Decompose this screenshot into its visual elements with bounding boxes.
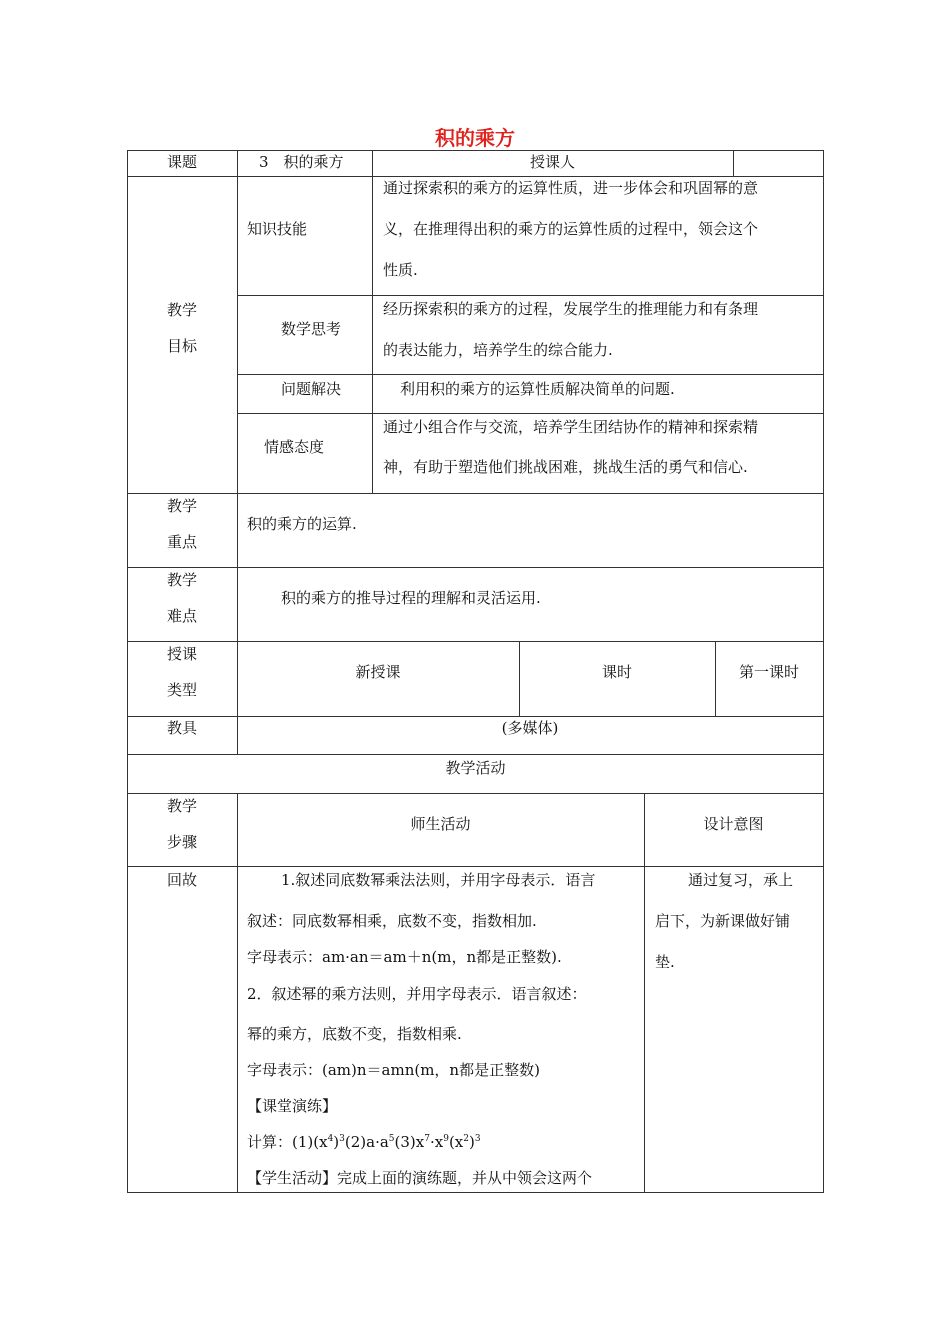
calc-part: (2)a·a: [344, 1133, 389, 1151]
step-label-1: 教学: [166, 797, 197, 815]
tools-label: 教具: [166, 719, 197, 737]
objective-text-line: 通过探索积的乘方的运算性质，进一步体会和巩固幂的意: [383, 179, 759, 197]
objective-text-line: 性质.: [383, 261, 418, 279]
review-last-line: 【学生活动】完成上面的演练题，并从中领会这两个: [247, 1169, 593, 1187]
review-line: 字母表示：am·an＝am＋n(m，n都是正整数).: [247, 948, 562, 966]
objective-label-knowledge: 知识技能: [247, 220, 308, 238]
lesson-value: 3 积的乘方: [259, 153, 344, 171]
col-intent-header: 设计意图: [703, 815, 764, 833]
calc-part: (3)x: [394, 1133, 425, 1151]
col-activity-header: 师生活动: [410, 815, 471, 833]
calc-exponent: 5: [388, 1134, 395, 1144]
intent-line: 通过复习，承上: [688, 871, 794, 889]
calc-exponent: 7: [424, 1134, 430, 1144]
objective-text-line: 利用积的乘方的运算性质解决简单的问题.: [400, 380, 675, 398]
step-label-2: 步骤: [166, 833, 197, 851]
calc-exponent: 3: [339, 1134, 345, 1144]
difficulty-text: 积的乘方的推导过程的理解和灵活运用.: [281, 589, 541, 607]
lesson-type-label-1: 授课: [166, 645, 197, 663]
review-line: 1.叙述同底数幂乘法法则，并用字母表示．语言: [281, 871, 596, 889]
teacher-label: 授课人: [529, 153, 575, 171]
calc-part: ): [469, 1133, 475, 1151]
review-line: 字母表示：(am)n＝amn(m，n都是正整数): [247, 1061, 540, 1079]
period-value: 第一课时: [738, 663, 799, 681]
key-point-label-1: 教学: [166, 497, 197, 515]
calc-exponent: 4: [327, 1134, 334, 1144]
difficulty-label-2: 难点: [166, 607, 197, 625]
objective-label-thinking: 数学思考: [281, 320, 342, 338]
calc-exponent: 3: [474, 1134, 481, 1144]
key-point-text: 积的乘方的运算.: [247, 515, 357, 533]
page-title: 积的乘方: [435, 126, 515, 150]
calc-prefix: 计算：(1)(x: [247, 1133, 328, 1151]
calc-part: ·x: [429, 1133, 444, 1151]
calc-exponent: 9: [443, 1134, 449, 1144]
activities-heading: 教学活动: [445, 759, 506, 777]
calc-part: (x: [448, 1133, 464, 1151]
review-step-label: 回故: [166, 871, 197, 889]
objective-text-line: 义，在推理得出积的乘方的运算性质的过程中，领会这个: [383, 220, 759, 238]
objectives-label-1: 教学: [166, 301, 197, 319]
review-line: 【课堂演练】: [247, 1097, 338, 1115]
objective-text-line: 经历探索积的乘方的过程，发展学生的推理能力和有条理: [383, 300, 759, 318]
review-line: 幂的乘方，底数不变，指数相乘.: [247, 1025, 462, 1043]
intent-line: 垫.: [655, 953, 675, 971]
objective-label-problem: 问题解决: [281, 380, 342, 398]
calc-exponent: 2: [463, 1134, 469, 1144]
objective-label-attitude: 情感态度: [264, 438, 325, 456]
intent-line: 启下，为新课做好铺: [655, 912, 791, 930]
lesson-type-label-2: 类型: [166, 681, 197, 699]
difficulty-label-1: 教学: [166, 571, 197, 589]
calc-line: [247, 1135, 481, 1150]
objective-text-line: 神，有助于塑造他们挑战困难，挑战生活的勇气和信心.: [383, 458, 748, 476]
calc-part: ): [333, 1133, 340, 1151]
lesson-type-value: 新授课: [355, 663, 401, 681]
key-point-label-2: 重点: [166, 533, 197, 551]
tools-value: (多媒体): [501, 719, 559, 737]
review-line: 2．叙述幂的乘方法则，并用字母表示．语言叙述：: [247, 985, 587, 1003]
lesson-label: 课题: [166, 153, 197, 171]
objective-text-line: 通过小组合作与交流，培养学生团结协作的精神和探索精: [383, 418, 759, 436]
review-line: 叙述：同底数幂相乘，底数不变，指数相加.: [247, 912, 537, 930]
objectives-label-2: 目标: [166, 337, 197, 355]
objective-text-line: 的表达能力，培养学生的综合能力.: [383, 341, 613, 359]
period-label: 课时: [601, 663, 632, 681]
